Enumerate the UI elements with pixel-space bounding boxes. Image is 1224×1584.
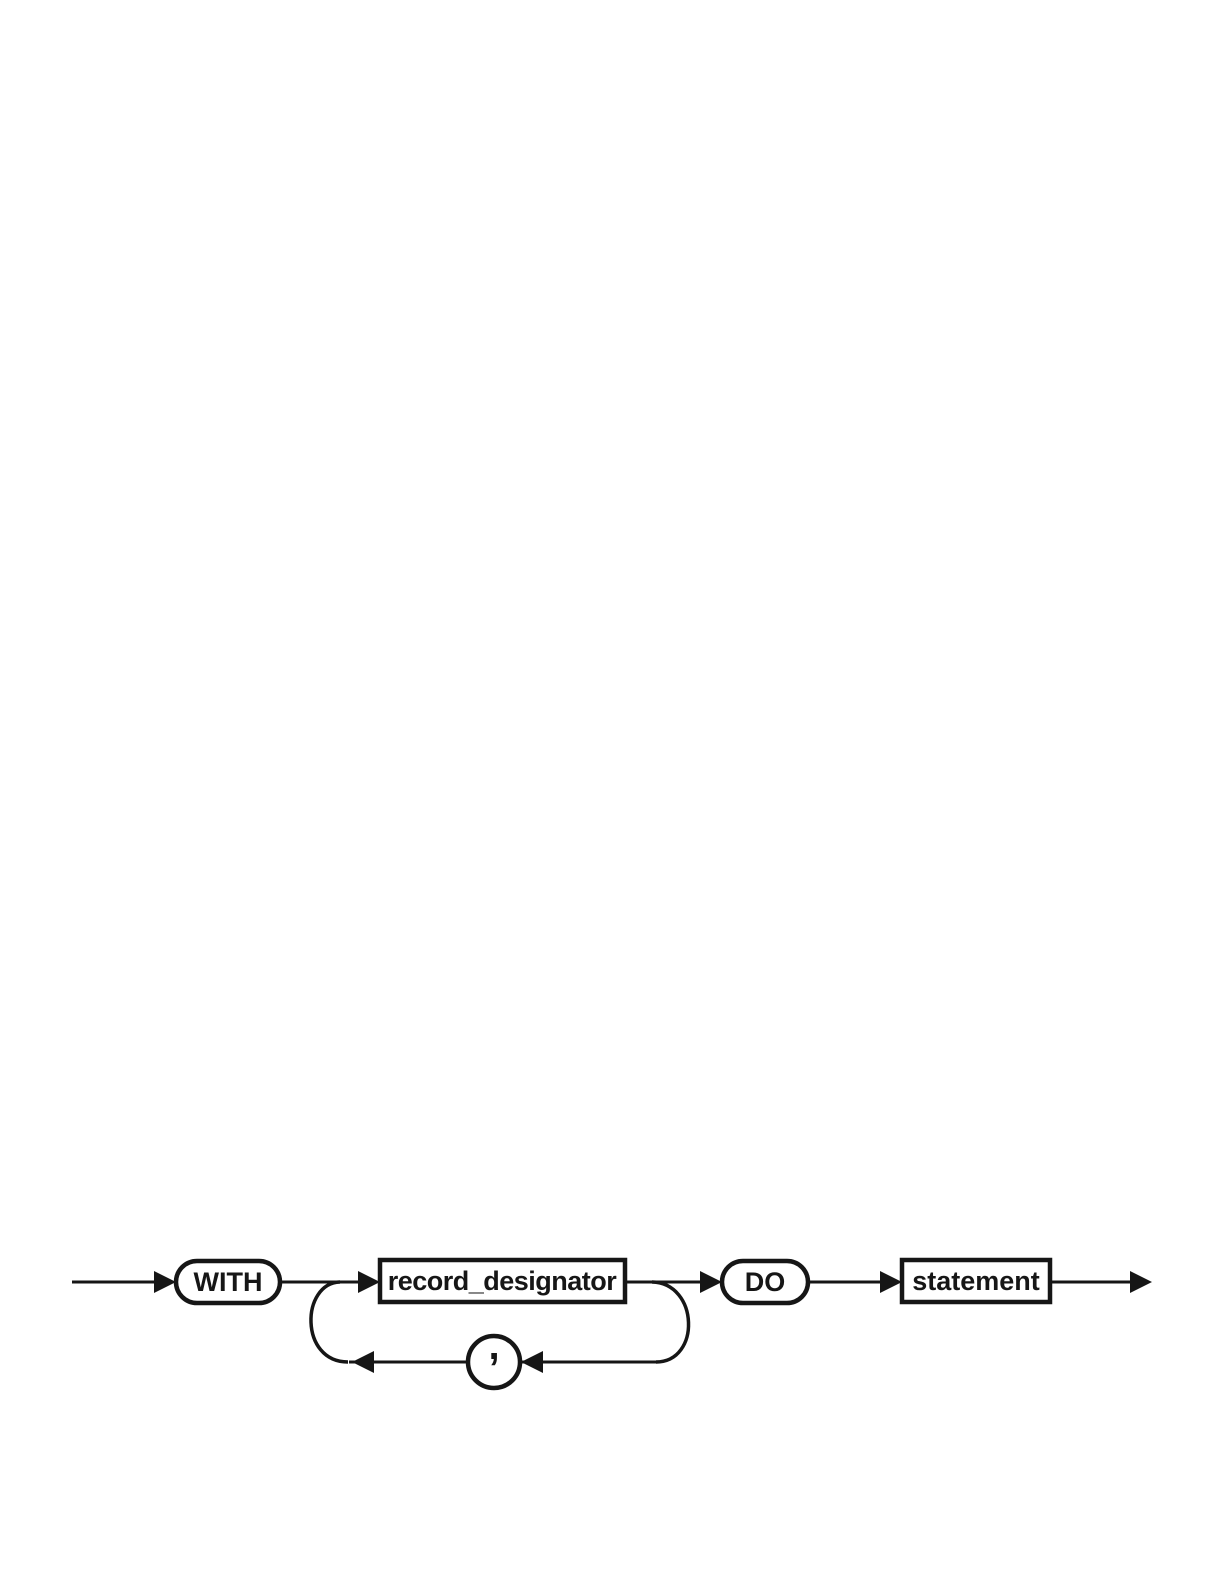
loop-arrowhead-left-icon (352, 1351, 374, 1373)
loop-arrowhead-after-comma-icon (521, 1351, 543, 1373)
nonterminal-record-designator (380, 1260, 625, 1302)
terminal-with-label: WITH (193, 1267, 263, 1297)
loop-separator-comma-label: , (488, 1324, 500, 1368)
entry-arrowhead-icon (154, 1271, 176, 1293)
arrowhead-into-record-designator-icon (358, 1271, 380, 1293)
loop-left-curve (311, 1282, 348, 1362)
nonterminal-statement (902, 1260, 1050, 1302)
nonterminal-record-designator-label: record_designator (387, 1266, 617, 1296)
exit-arrowhead-icon (1130, 1271, 1152, 1293)
arrowhead-into-do-icon (700, 1271, 722, 1293)
loop-right-curve (652, 1282, 689, 1362)
terminal-do-label: DO (744, 1267, 786, 1297)
arrowhead-into-statement-icon (880, 1271, 902, 1293)
loop-separator-comma (468, 1324, 520, 1388)
nonterminal-statement-label: statement (912, 1266, 1040, 1296)
terminal-do (722, 1261, 808, 1303)
terminal-with (176, 1261, 280, 1303)
